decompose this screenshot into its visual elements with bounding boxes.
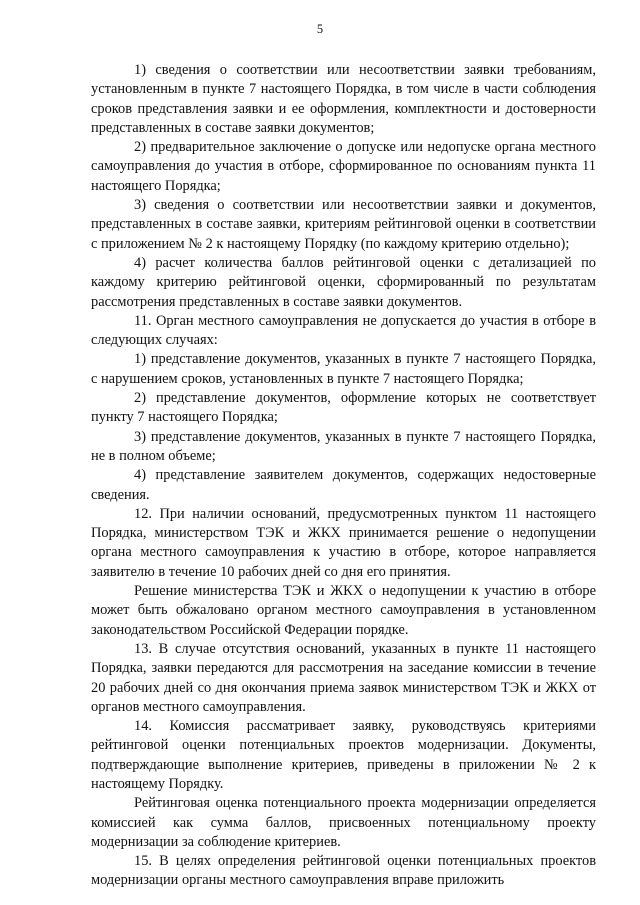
paragraph-12: 13. В случае отсутствия оснований, указанных в пункте 11 настоящего Порядка, заявки передаются для рассмотрения на заседание комиссии в течение 20 рабочих дней со дня окончания приема заявок министерством ТЭК и ЖКХ от органов местного самоуправления. [91,640,596,715]
paragraph-6: 1) представление документов, указанных в пункте 7 настоящего Порядка, с нарушением сроков, установленных в пункте 7 настоящего Порядка; [91,351,596,387]
paragraph-8: 3) представление документов, указанных в пункте 7 настоящего Порядка, не в полном объеме; [91,428,596,464]
document-body [91,61,596,891]
paragraph-11: Решение министерства ТЭК и ЖКХ о недопущении к участию в отборе может быть обжаловано органом местного самоуправления в установленном законодательством Российской Федерации порядке. [91,583,596,638]
paragraph-5: 11. Орган местного самоуправления не допускается до участия в отборе в следующих случаях: [91,312,596,349]
paragraph-9: 4) представление заявителем документов, содержащих недостоверные сведения. [91,467,596,503]
paragraph-10: 12. При наличии оснований, предусмотренных пунктом 11 настоящего Порядка, министерством ТЭК и ЖКХ принимается решение о недопущении органа местного самоуправления к участию в отборе, которое направляется заявителю в течение 10 рабочих дней со дня его принятия. [91,505,596,580]
page-number: 5 [316,22,324,36]
paragraph-4: 4) расчет количества баллов рейтинговой оценки с детализацией по каждому критерию рейтинговой оценки, сформированный по результатам рассмотрения представленных в составе заявки документов. [91,254,596,310]
paragraph-7: 2) представление документов, оформление которых не соответствует пункту 7 настоящего Порядка; [91,390,596,426]
paragraph-14: Рейтинговая оценка потенциального проекта модернизации определяется комиссией как сумма баллов, присвоенных потенциальному проекту модернизации за соблюдение критериев. [91,795,596,850]
paragraph-1: 1) сведения о соответствии или несоответствии заявки требованиям, установленным в пункте 7 настоящего Порядка, в том числе в части соблюдения сроков представления заявки и ее оформления, комплектности и достоверности представленных в составе заявки документов; [91,62,596,136]
paragraph-15: 15. В целях определения рейтинговой оценки потенциальных проектов модернизации органы местного самоуправления вправе приложить [91,853,596,889]
paragraph-2: 2) предварительное заключение о допуске или недопуске органа местного самоуправления до участия в отборе, сформированное по основаниям пункта 11 настоящего Порядка; [91,139,596,194]
paragraph-13: 14. Комиссия рассматривает заявку, руководствуясь критериями рейтинговой оценки потенциальных проектов модернизации. Документы, подтверждающие выполнение критериев, приведены в приложении № 2 к настоящему Порядку. [91,718,596,792]
paragraph-3: 3) сведения о соответствии или несоответствии заявки и документов, представленных в составе заявки, критериям рейтинговой оценки в соответствии с приложением № 2 к настоящему Порядку (по каждому критерию отдельно); [91,197,596,252]
